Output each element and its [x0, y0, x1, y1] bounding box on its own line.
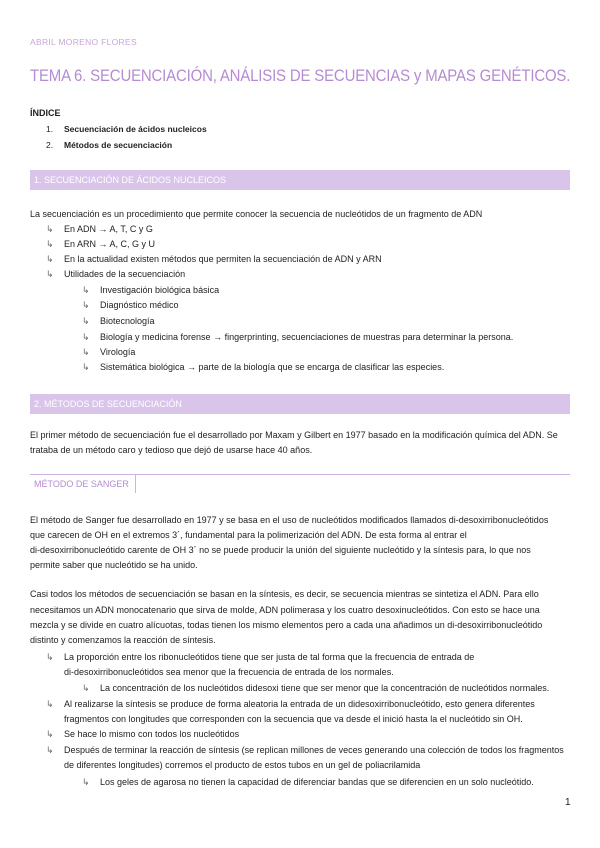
- section-heading-2: 2. MÉTODOS DE SECUENCIACIÓN: [30, 394, 570, 414]
- sub-list-item: ↳ Sistemática biológica → parte de la biología que se encarga de clasificar las especies.: [82, 360, 444, 376]
- sub-list-item: ↳ Biología y medicina forense → fingerprinting, secuenciaciones de muestras para determinar la persona.: [82, 330, 513, 346]
- bullet-arrow-icon: ↳: [82, 332, 90, 342]
- sub-list-item: ↳ Investigación biológica básica: [82, 283, 219, 299]
- paragraph-line: distinto y comenzamos la reacción de síntesis.: [30, 635, 216, 645]
- bullet-arrow-icon: ↳: [82, 285, 90, 295]
- list-item: ↳ Después de terminar la reacción de síntesis (se replican millones de veces generando una colección de todos los fragmentos: [46, 743, 564, 759]
- section-heading-1: 1. SECUENCIACIÓN DE ÁCIDOS NUCLEICOS: [30, 170, 570, 190]
- bullet-arrow-icon: ↳: [82, 362, 90, 372]
- bullet-arrow-icon: ↳: [46, 239, 54, 249]
- paragraph-line: que carecen de OH en el extremos 3´, fundamental para la polimerización del ADN. De esta forma al entrar el: [30, 530, 467, 540]
- section2-intro-line: trataba de un método caro y tedioso que dejó de usarse hace 40 años.: [30, 445, 313, 455]
- bullet-arrow-icon: ↳: [46, 745, 54, 755]
- sub-list-item: ↳ La concentración de los nucleótidos didesoxi tiene que ser menor que la concentración de nucleótidos normales.: [82, 681, 549, 697]
- sub-list-item: ↳ Diagnóstico médico: [82, 298, 179, 314]
- list-item: ↳ En ADN → A, T, C y G: [46, 222, 153, 238]
- paragraph-line: permite saber que nucleótido se ha unido.: [30, 560, 198, 570]
- index-heading: ÍNDICE: [30, 108, 61, 118]
- list-item-continuation: de diferentes longitudes) corremos el producto de estos tubos en un gel de poliacrilamida: [64, 760, 421, 770]
- bullet-arrow-icon: ↳: [46, 269, 54, 279]
- bullet-arrow-icon: ↳: [46, 224, 54, 234]
- sub-list-item: ↳ Biotecnología: [82, 314, 155, 330]
- section1-intro: La secuenciación es un procedimiento que permite conocer la secuencia de nucleótidos de un fragmento de ADN: [30, 209, 483, 219]
- bullet-arrow-icon: ↳: [46, 729, 54, 739]
- sub-list-item: ↳ Los geles de agarosa no tienen la capacidad de diferenciar bandas que se diferencien en un solo nucleótido.: [82, 775, 534, 791]
- index-item-label: Métodos de secuenciación: [64, 140, 173, 150]
- list-item: ↳ Al realizarse la síntesis se produce de forma aleatoria la entrada de un didesoxirribonucleótido, esto genera diferentes: [46, 697, 535, 713]
- paragraph-line: Casi todos los métodos de secuenciación se basan en la síntesis, es decir, se secuencia mientras se sintetiza el ADN. Para ello: [30, 589, 539, 599]
- index-item: [46, 138, 172, 154]
- list-item: ↳ En la actualidad existen métodos que permiten la secuenciación de ADN y ARN: [46, 252, 382, 268]
- paragraph-line: El método de Sanger fue desarrollado en 1977 y se basa en el uso de nucleótidos modificados llamados di-desoxirribonucleótidos: [30, 515, 549, 525]
- list-item-continuation: fragmentos con longitudes que corresponden con la secuencia que va desde el inició hasta la el nucleótido sin OH.: [64, 714, 523, 724]
- section2-intro-line: El primer método de secuenciación fue el desarrollado por Maxam y Gilbert en 1977 basado en la modificación química del ADN. Se: [30, 430, 558, 440]
- index-item-number: 2.: [46, 140, 54, 150]
- list-item: ↳ Utilidades de la secuenciación: [46, 267, 185, 283]
- bullet-arrow-icon: ↳: [82, 316, 90, 326]
- index-item-label: Secuenciación de ácidos nucleicos: [64, 124, 207, 134]
- bullet-arrow-icon: ↳: [46, 652, 54, 662]
- subsection-heading-sanger: MÉTODO DE SANGER: [30, 474, 570, 492]
- list-item-continuation: di-desoxirribonucleótidos sea menor que la frecuencia de entrada de los normales.: [64, 667, 394, 677]
- paragraph-line: mezcla y se divide en cuatro alícuotas, todas tienen los mismo elementos pero a cada una añadimos un di-desoxirribonucleótido: [30, 620, 543, 630]
- list-item: ↳ En ARN → A, C, G y U: [46, 237, 155, 253]
- list-item: ↳ Se hace lo mismo con todos los nucleótidos: [46, 727, 239, 743]
- paragraph-line: necesitamos un ADN monocatenario que sirva de molde, ADN polimerasa y los cuatro desoxinucleótidos. Con esto se hace una: [30, 605, 540, 615]
- bullet-arrow-icon: ↳: [82, 683, 90, 693]
- bullet-arrow-icon: ↳: [46, 699, 54, 709]
- bullet-arrow-icon: ↳: [82, 300, 90, 310]
- list-item: ↳ La proporción entre los ribonucleótidos tiene que ser justa de tal forma que la frecuencia de entrada de: [46, 650, 474, 666]
- author-name: ABRIL MORENO FLORES: [30, 37, 137, 47]
- bullet-arrow-icon: ↳: [46, 254, 54, 264]
- paragraph-line: di-desoxirribonucleótido carente de OH 3´ no se puede producir la unión del siguiente nucleótido y la síntesis para, lo que nos: [30, 545, 531, 555]
- index-item: [46, 122, 207, 138]
- page-title: TEMA 6. SECUENCIACIÓN, ANÁLISIS DE SECUENCIAS y MAPAS GENÉTICOS.: [30, 66, 571, 85]
- page-number: 1: [565, 797, 571, 808]
- sub-list-item: ↳ Virología: [82, 345, 135, 361]
- bullet-arrow-icon: ↳: [82, 777, 90, 787]
- bullet-arrow-icon: ↳: [82, 347, 90, 357]
- index-item-number: 1.: [46, 124, 54, 134]
